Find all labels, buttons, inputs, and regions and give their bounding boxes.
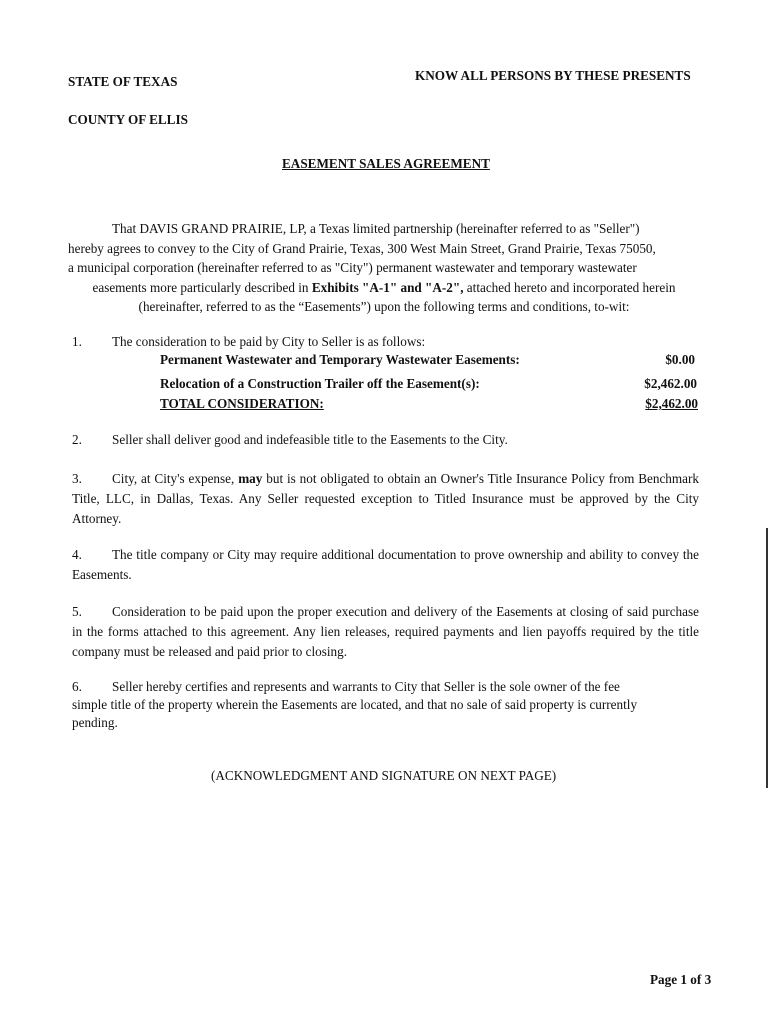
vertical-scrollbar[interactable] xyxy=(766,528,768,788)
intro-line-1: That DAVIS GRAND PRAIRIE, LP, a Texas limited partnership (hereinafter referred to as "Seller") xyxy=(112,221,640,236)
item6-number: 6. xyxy=(72,679,82,694)
total-consideration-label: TOTAL CONSIDERATION: xyxy=(160,396,324,411)
intro-line-5: (hereinafter, referred to as the “Easements”) upon the following terms and conditions, to-wit: xyxy=(138,299,630,315)
consideration-row-amount: $0.00 xyxy=(665,352,695,367)
item2-number: 2. xyxy=(72,432,82,447)
item3-number: 3. xyxy=(72,471,82,486)
header-state: STATE OF TEXAS xyxy=(68,74,178,89)
page-number: Page 1 of 3 xyxy=(650,972,712,987)
intro-line-4-pre: easements more particularly described in xyxy=(92,279,312,295)
consideration-row-label: Relocation of a Construction Trailer off the Easement(s): xyxy=(160,376,480,391)
consideration-row-label: Permanent Wastewater and Temporary Wastewater Easements: xyxy=(160,352,520,367)
item5-text: Consideration to be paid upon the proper execution and delivery of the Easements at closing of said purchase in the forms attached to this agreement. Any lien releases, required payments and lien payoffs required by the title company must be released and paid prior to closing. xyxy=(72,604,699,659)
item3-text-pre: City, at City's expense, xyxy=(112,471,239,486)
intro-paragraph xyxy=(68,219,700,317)
item3-paragraph xyxy=(72,469,699,529)
item6-line-1 xyxy=(72,678,699,696)
consideration-row-amount: $2,462.00 xyxy=(644,376,697,391)
item4-text: The title company or City may require additional documentation to prove ownership and ability to convey the Easements. xyxy=(72,547,699,582)
item5-paragraph xyxy=(72,602,699,662)
intro-line-3: a municipal corporation (hereinafter referred to as "City") permanent wastewater and temporary wastewater xyxy=(68,260,637,276)
item6-line-1-text: Seller hereby certifies and represents and warrants to City that Seller is the sole owner of the fee xyxy=(112,679,620,694)
next-page-note: (ACKNOWLEDGMENT AND SIGNATURE ON NEXT PAGE) xyxy=(211,768,557,783)
header-know-all: KNOW ALL PERSONS BY THESE PRESENTS xyxy=(415,68,691,83)
item6-line-2: simple title of the property wherein the Easements are located, and that no sale of said property is currently xyxy=(72,697,638,712)
item4-number: 4. xyxy=(72,547,82,562)
item5-number: 5. xyxy=(72,604,82,619)
item6-paragraph xyxy=(72,678,699,732)
document-title: EASEMENT SALES AGREEMENT xyxy=(282,156,490,171)
exhibits-reference: Exhibits "A-1" and "A-2", xyxy=(311,279,464,295)
intro-line-4 xyxy=(68,278,700,298)
item3-may: may xyxy=(238,471,263,486)
intro-line-4-post: attached hereto and incorporated herein xyxy=(463,279,676,295)
header-county: COUNTY OF ELLIS xyxy=(68,112,188,127)
item6-line-3: pending. xyxy=(72,715,118,730)
item1-text: The consideration to be paid by City to Seller is as follows: xyxy=(112,334,426,349)
item3-text-post: but is not obligated to obtain an Owner's Title Insurance Policy from Benchmark Title, LLC, in Dallas, Texas. Any Seller requested exception to Titled Insurance must be approved by the City Attorney. xyxy=(72,471,699,526)
item2-text: Seller shall deliver good and indefeasible title to the Easements to the City. xyxy=(112,432,508,447)
intro-line-2: hereby agrees to convey to the City of Grand Prairie, Texas, 300 West Main Street, Grand Prairie, Texas 75050, xyxy=(68,240,656,256)
total-consideration-amount: $2,462.00 xyxy=(645,396,698,411)
item4-paragraph xyxy=(72,545,699,585)
item1-number: 1. xyxy=(72,334,82,349)
